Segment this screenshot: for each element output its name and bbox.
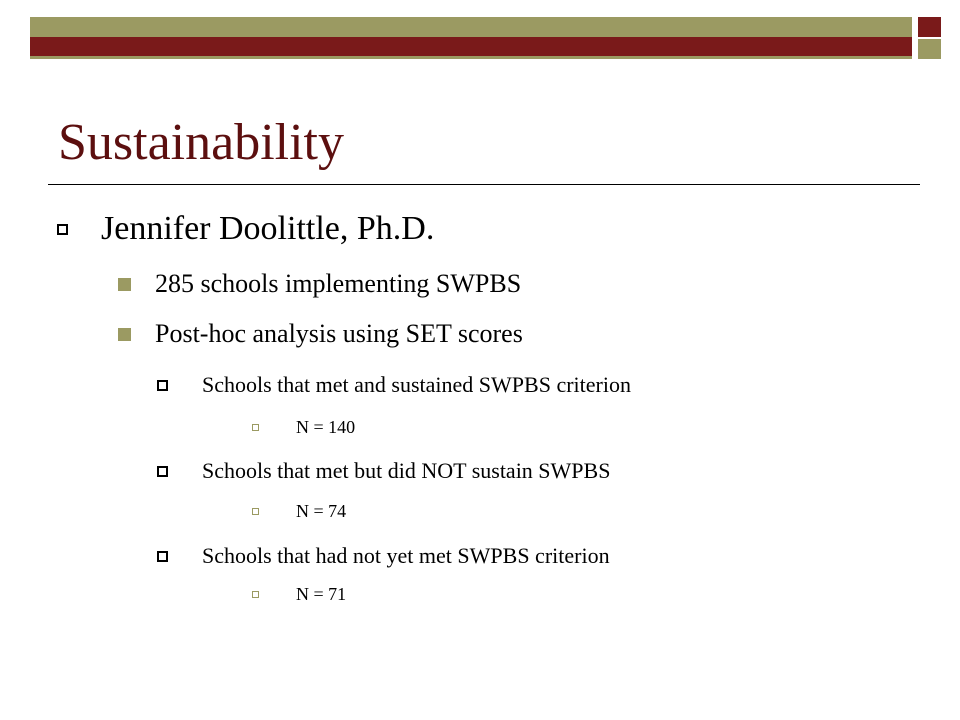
bullet-met-and-sustained bbox=[157, 369, 631, 401]
bullet-not-yet-met bbox=[157, 540, 610, 572]
hollow-square-bullet-icon bbox=[57, 224, 68, 235]
bullet-text: Schools that met and sustained SWPBS criterion bbox=[202, 372, 631, 397]
bullet-met-not-sustained bbox=[157, 455, 610, 487]
corner-square-olive bbox=[918, 39, 941, 59]
bullet-schools-implementing bbox=[118, 266, 521, 302]
header-bar-olive bbox=[30, 17, 912, 37]
bullet-text: Jennifer Doolittle, Ph.D. bbox=[101, 210, 435, 247]
filled-square-bullet-icon bbox=[118, 278, 131, 291]
small-hollow-square-bullet-icon bbox=[252, 591, 259, 598]
bullet-text: Post-hoc analysis using SET scores bbox=[155, 319, 523, 348]
bullet-count-71 bbox=[252, 580, 346, 608]
bullet-text: N = 140 bbox=[296, 416, 356, 437]
bullet-count-140 bbox=[252, 413, 355, 441]
header-bar-maroon bbox=[30, 37, 912, 56]
slide-title: Sustainability bbox=[58, 114, 344, 171]
bullet-presenter bbox=[57, 207, 434, 251]
hollow-square-bullet-icon bbox=[157, 551, 168, 562]
hollow-square-bullet-icon bbox=[157, 466, 168, 477]
title-divider bbox=[48, 184, 920, 185]
hollow-square-bullet-icon bbox=[157, 380, 168, 391]
bullet-post-hoc-analysis bbox=[118, 316, 523, 352]
small-hollow-square-bullet-icon bbox=[252, 508, 259, 515]
small-hollow-square-bullet-icon bbox=[252, 424, 259, 431]
bullet-text: N = 74 bbox=[296, 500, 347, 521]
header-bar-olive-thin bbox=[30, 56, 912, 59]
bullet-text: 285 schools implementing SWPBS bbox=[155, 269, 522, 298]
corner-square-maroon bbox=[918, 17, 941, 37]
bullet-text: Schools that had not yet met SWPBS criterion bbox=[202, 543, 610, 568]
bullet-text: Schools that met but did NOT sustain SWPBS bbox=[202, 458, 611, 483]
bullet-count-74 bbox=[252, 497, 346, 525]
filled-square-bullet-icon bbox=[118, 328, 131, 341]
bullet-text: N = 71 bbox=[296, 583, 347, 604]
